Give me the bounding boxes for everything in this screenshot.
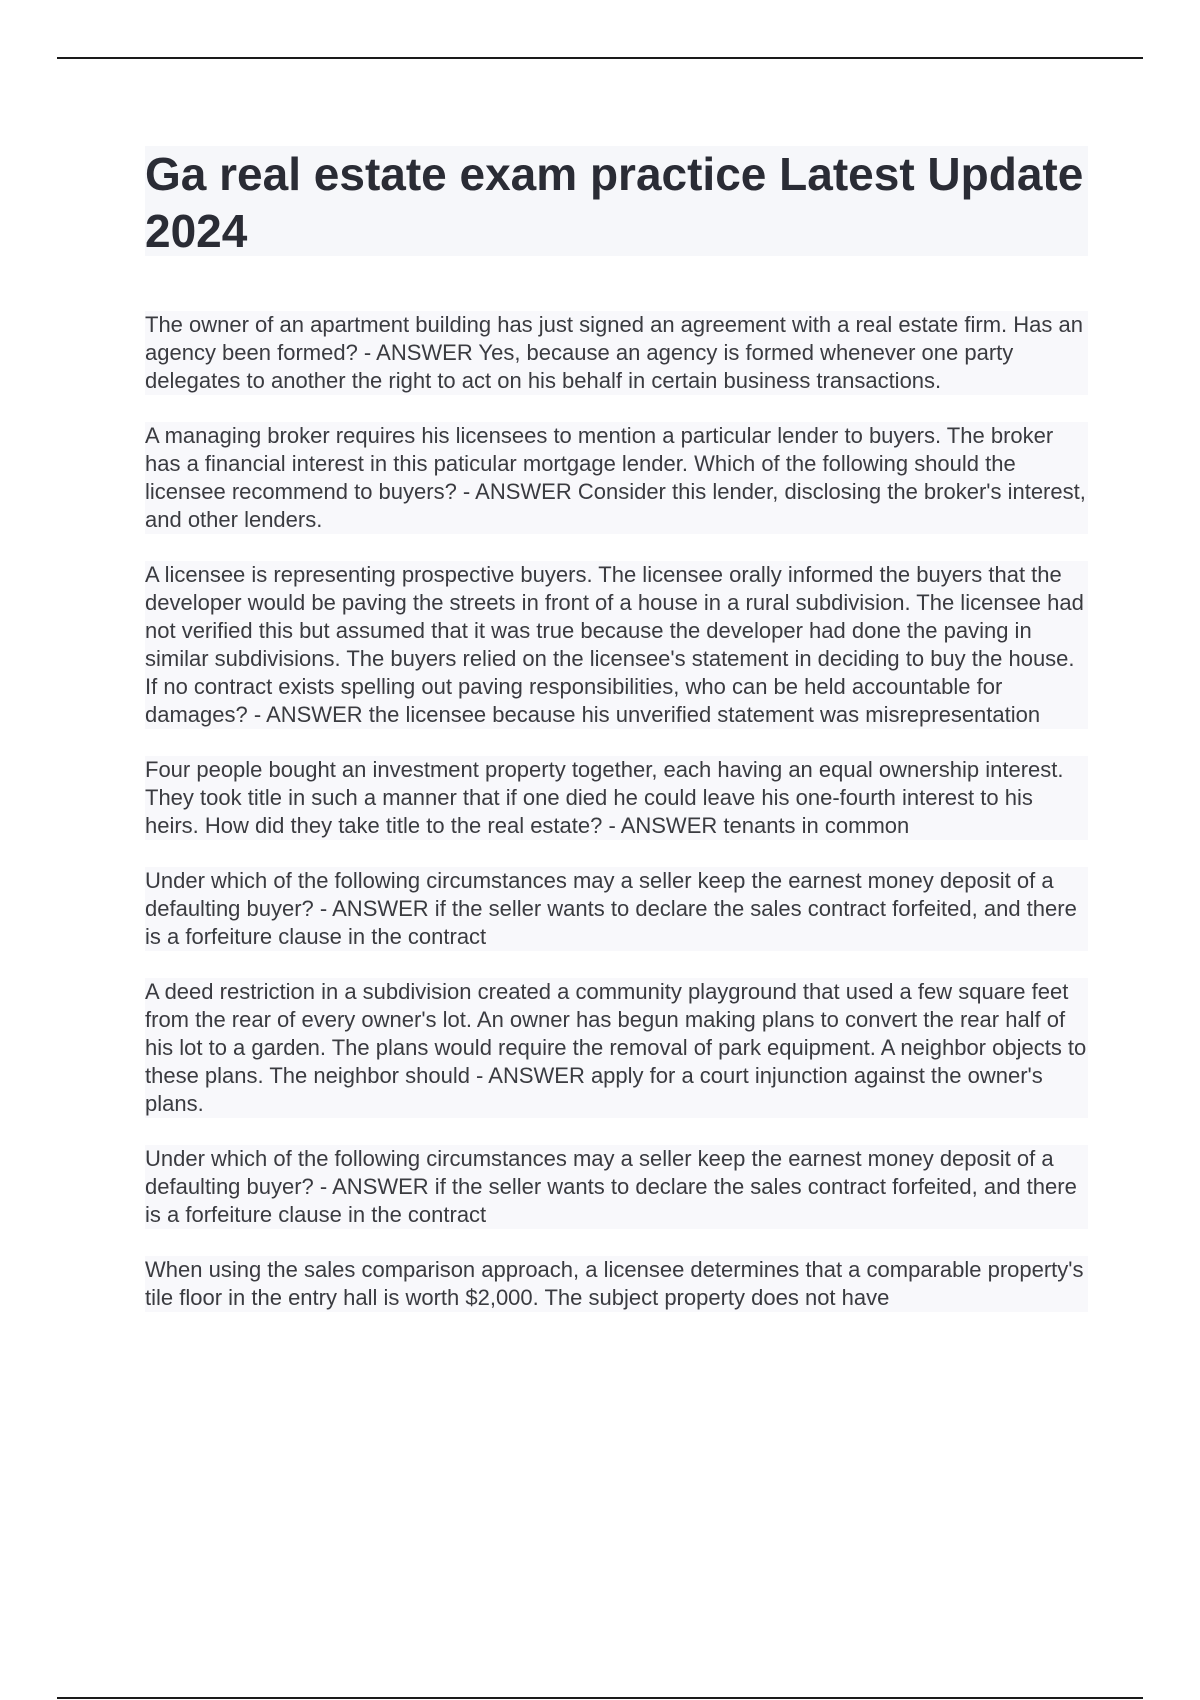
top-page-rule bbox=[57, 57, 1143, 59]
question-answer-item: Under which of the following circumstances may a seller keep the earnest money deposit of a defaulting buyer? - ANSWER if the seller wants to declare the sales contract forfeited, and there is a forfeiture clause in the contract bbox=[145, 1145, 1088, 1229]
question-list bbox=[145, 311, 1088, 1339]
title-block bbox=[145, 146, 1088, 256]
question-answer-item: When using the sales comparison approach, a licensee determines that a comparable property's tile floor in the entry hall is worth $2,000. The subject property does not have bbox=[145, 1256, 1088, 1312]
question-answer-item: A licensee is representing prospective buyers. The licensee orally informed the buyers that the developer would be paving the streets in front of a house in a rural subdivision. The licensee had not verified this but assumed that it was true because the developer had done the paving in similar subdivisions. The buyers relied on the licensee's statement in deciding to buy the house. If no contract exists spelling out paving responsibilities, who can be held accountable for damages? - ANSWER the licensee because his unverified statement was misrepresentation bbox=[145, 561, 1088, 729]
question-answer-item: A deed restriction in a subdivision created a community playground that used a few square feet from the rear of every owner's lot. An owner has begun making plans to convert the rear half of his lot to a garden. The plans would require the removal of park equipment. A neighbor objects to these plans. The neighbor should - ANSWER apply for a court injunction against the owner's plans. bbox=[145, 979, 1087, 1116]
bottom-page-rule bbox=[57, 1697, 1143, 1699]
document-title: Ga real estate exam practice Latest Update 2024 bbox=[145, 148, 1084, 257]
question-answer-item: Under which of the following circumstances may a seller keep the earnest money deposit of a defaulting buyer? - ANSWER if the seller wants to declare the sales contract forfeited, and there is a forfeiture clause in the contract bbox=[145, 867, 1088, 951]
question-answer-item: Four people bought an investment property together, each having an equal ownership interest. They took title in such a manner that if one died he could leave his one-fourth interest to his heirs. How did they take title to the real estate? - ANSWER tenants in common bbox=[145, 756, 1088, 840]
question-answer-item: The owner of an apartment building has just signed an agreement with a real estate firm. Has an agency been formed? - ANSWER Yes, because an agency is formed whenever one party delegates to another the right to act on his behalf in certain business transactions. bbox=[145, 311, 1088, 395]
question-answer-item: A managing broker requires his licensees to mention a particular lender to buyers. The broker has a financial interest in this paticular mortgage lender. Which of the following should the licensee recommend to buyers? - ANSWER Consider this lender, disclosing the broker's interest, and other lenders. bbox=[145, 422, 1088, 534]
